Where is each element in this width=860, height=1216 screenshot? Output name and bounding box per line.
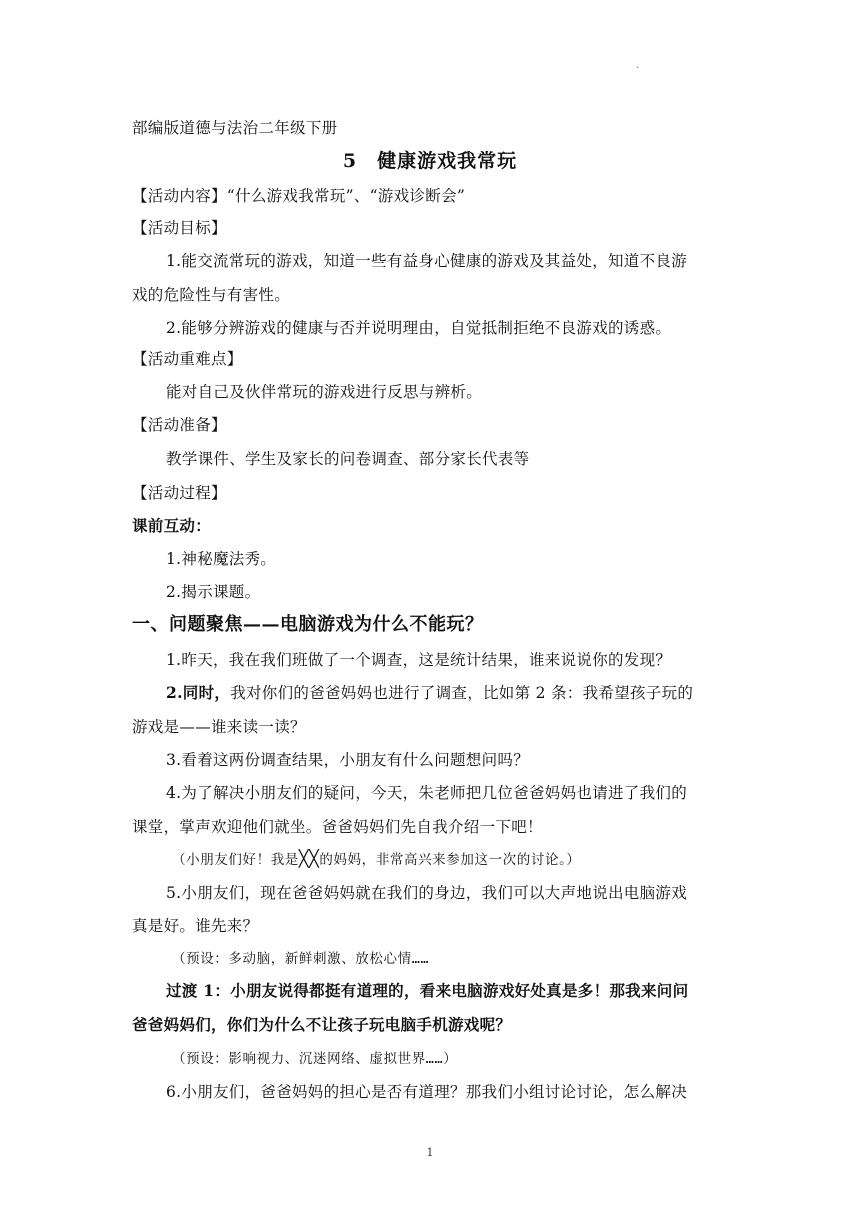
para-2-lead: 2.同时， xyxy=(166,683,231,702)
prep-text: 教学课件、学生及家长的问卷调查、部分家长代表等 xyxy=(166,450,530,468)
para-5-line-b: 真是好。谁先来？ xyxy=(132,917,259,935)
pre-item-2: 2.揭示课题。 xyxy=(166,583,261,601)
para-5-line-a: 5.小朋友们，现在爸爸妈妈就在我们的身边，我们可以大声地说出电脑游戏 xyxy=(166,884,687,902)
preset-1: （预设：多动脑，新鲜刺激、放松心情…… xyxy=(172,951,430,967)
para-3: 3.看着这两份调查结果，小朋友有什么问题想问吗？ xyxy=(166,751,529,769)
content-line: 【活动内容】“什么游戏我常玩”、“游戏诊断会” xyxy=(132,187,466,205)
subject-line: 部编版道德与法治二年级下册 xyxy=(132,119,338,137)
para-2-line-b: 游戏是——谁来读一读？ xyxy=(132,718,306,736)
para-6: 6.小朋友们，爸爸妈妈的担心是否有道理？那我们小组讨论讨论，怎么解决 xyxy=(166,1083,687,1101)
page-number: 1 xyxy=(426,1146,434,1159)
para-4-line-b: 课堂，掌声欢迎他们就坐。爸爸妈妈们先自我介绍一下吧！ xyxy=(132,818,543,836)
goal-1-line-b: 戏的危险性与有害性。 xyxy=(132,286,291,304)
key-text: 能对自己及伙伴常玩的游戏进行反思与辨析。 xyxy=(166,383,483,401)
transition-1-line-b: 爸爸妈妈们，你们为什么不让孩子玩电脑手机游戏呢？ xyxy=(132,1015,512,1034)
parent-quote-b: 的妈妈，非常高兴来参加这一次的讨论。） xyxy=(319,852,581,868)
parent-quote-a: （小朋友们好！我是 xyxy=(172,852,299,868)
para-4-line-a: 4.为了解决小朋友们的疑问，今天，朱老师把几位爸爸妈妈也请进了我们的 xyxy=(166,784,687,802)
pre-item-1: 1.神秘魔法秀。 xyxy=(166,550,277,568)
transition-1-line-a: 过渡 1：小朋友说得都挺有道理的，看来电脑游戏好处真是多！那我来问问 xyxy=(166,981,689,1000)
para-2-text: 我对你们的爸爸妈妈也进行了调查，比如第 2 条：我希望孩子玩的 xyxy=(230,684,694,702)
goal-1-line-a: 1.能交流常玩的游戏，知道一些有益身心健康的游戏及其益处，知道不良游 xyxy=(166,252,687,270)
section-1-heading: 一、问题聚焦——电脑游戏为什么不能玩？ xyxy=(132,614,484,635)
preset-2: （预设：影响视力、沉迷网络、虚拟世界……） xyxy=(172,1051,458,1067)
prep-heading: 【活动准备】 xyxy=(132,416,227,434)
parent-quote-x: ╳╳ xyxy=(298,849,320,868)
process-heading: 【活动过程】 xyxy=(132,484,227,502)
para-1: 1.昨天，我在我们班做了一个调查，这是统计结果，谁来说说你的发现？ xyxy=(166,651,672,669)
header-dot: . xyxy=(636,60,640,71)
lesson-title: 5 健康游戏我常玩 xyxy=(342,150,518,172)
parent-quote xyxy=(172,848,581,868)
goal-heading: 【活动目标】 xyxy=(132,219,227,237)
pre-heading: 课前互动： xyxy=(132,516,212,535)
para-2-line-a xyxy=(166,681,693,703)
key-heading: 【活动重难点】 xyxy=(132,350,243,368)
goal-2: 2.能够分辨游戏的健康与否并说明理由，自觉抵制拒绝不良游戏的诱惑。 xyxy=(166,319,672,337)
